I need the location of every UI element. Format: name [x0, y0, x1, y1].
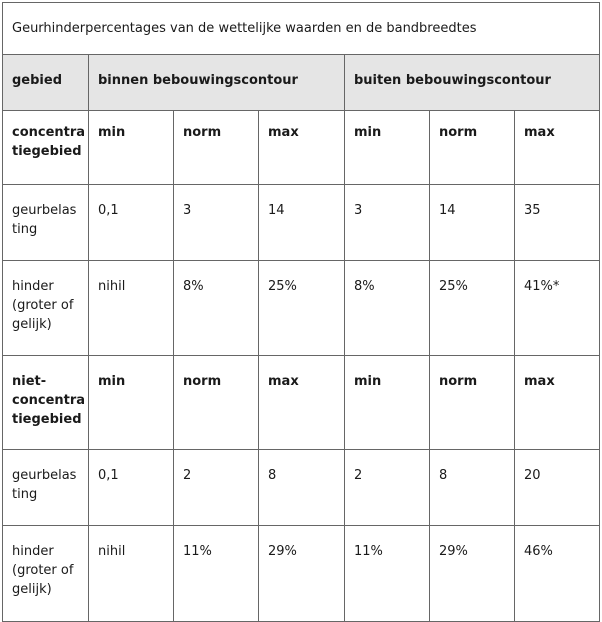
table-cell: max: [515, 111, 600, 185]
table-cell: 29%: [259, 526, 345, 622]
table-row: [3, 356, 600, 450]
table-cell: 2: [345, 450, 430, 526]
table-cell: 8%: [345, 261, 430, 356]
header-buiten: buiten bebouwingscontour: [345, 55, 600, 111]
table-cell: nihil: [89, 526, 174, 622]
table-row: [3, 111, 600, 185]
row-label: geurbelas ting: [3, 450, 89, 526]
table-cell: 46%: [515, 526, 600, 622]
table-cell: nihil: [89, 261, 174, 356]
table-cell: 20: [515, 450, 600, 526]
table-cell: norm: [430, 111, 515, 185]
row-label: hinder (groter of gelijk): [3, 261, 89, 356]
row-label: niet-concentra tiegebied: [3, 356, 89, 450]
odour-nuisance-table: [2, 2, 600, 622]
table-cell: min: [89, 111, 174, 185]
table-cell: 3: [174, 185, 259, 261]
row-label: concentra tiegebied: [3, 111, 89, 185]
table-cell: 2: [174, 450, 259, 526]
table-cell: min: [345, 111, 430, 185]
table-cell: 0,1: [89, 185, 174, 261]
table-cell: 25%: [259, 261, 345, 356]
table-cell: 41%*: [515, 261, 600, 356]
table-cell: 8%: [174, 261, 259, 356]
header-binnen: binnen bebouwingscontour: [89, 55, 345, 111]
table-cell: max: [515, 356, 600, 450]
table-cell: 8: [259, 450, 345, 526]
table-cell: norm: [430, 356, 515, 450]
table-cell: 0,1: [89, 450, 174, 526]
row-label: hinder (groter of gelijk): [3, 526, 89, 622]
table-cell: 14: [259, 185, 345, 261]
table-row: [3, 450, 600, 526]
header-gebied: gebied: [3, 55, 89, 111]
table-cell: max: [259, 356, 345, 450]
table-cell: 25%: [430, 261, 515, 356]
table-cell: 11%: [174, 526, 259, 622]
table-cell: 8: [430, 450, 515, 526]
table-row: [3, 526, 600, 622]
table-cell: 35: [515, 185, 600, 261]
row-label: geurbelas ting: [3, 185, 89, 261]
table-row: [3, 261, 600, 356]
table-cell: norm: [174, 356, 259, 450]
table-cell: 3: [345, 185, 430, 261]
table-cell: 29%: [430, 526, 515, 622]
table-caption: Geurhinderpercentages van de wettelijke waarden en de bandbreedtes: [3, 3, 600, 55]
table-row: [3, 185, 600, 261]
table-cell: min: [345, 356, 430, 450]
table-cell: min: [89, 356, 174, 450]
table-wrapper: [2, 2, 599, 622]
table-cell: 14: [430, 185, 515, 261]
table-cell: max: [259, 111, 345, 185]
table-cell: norm: [174, 111, 259, 185]
table-cell: 11%: [345, 526, 430, 622]
